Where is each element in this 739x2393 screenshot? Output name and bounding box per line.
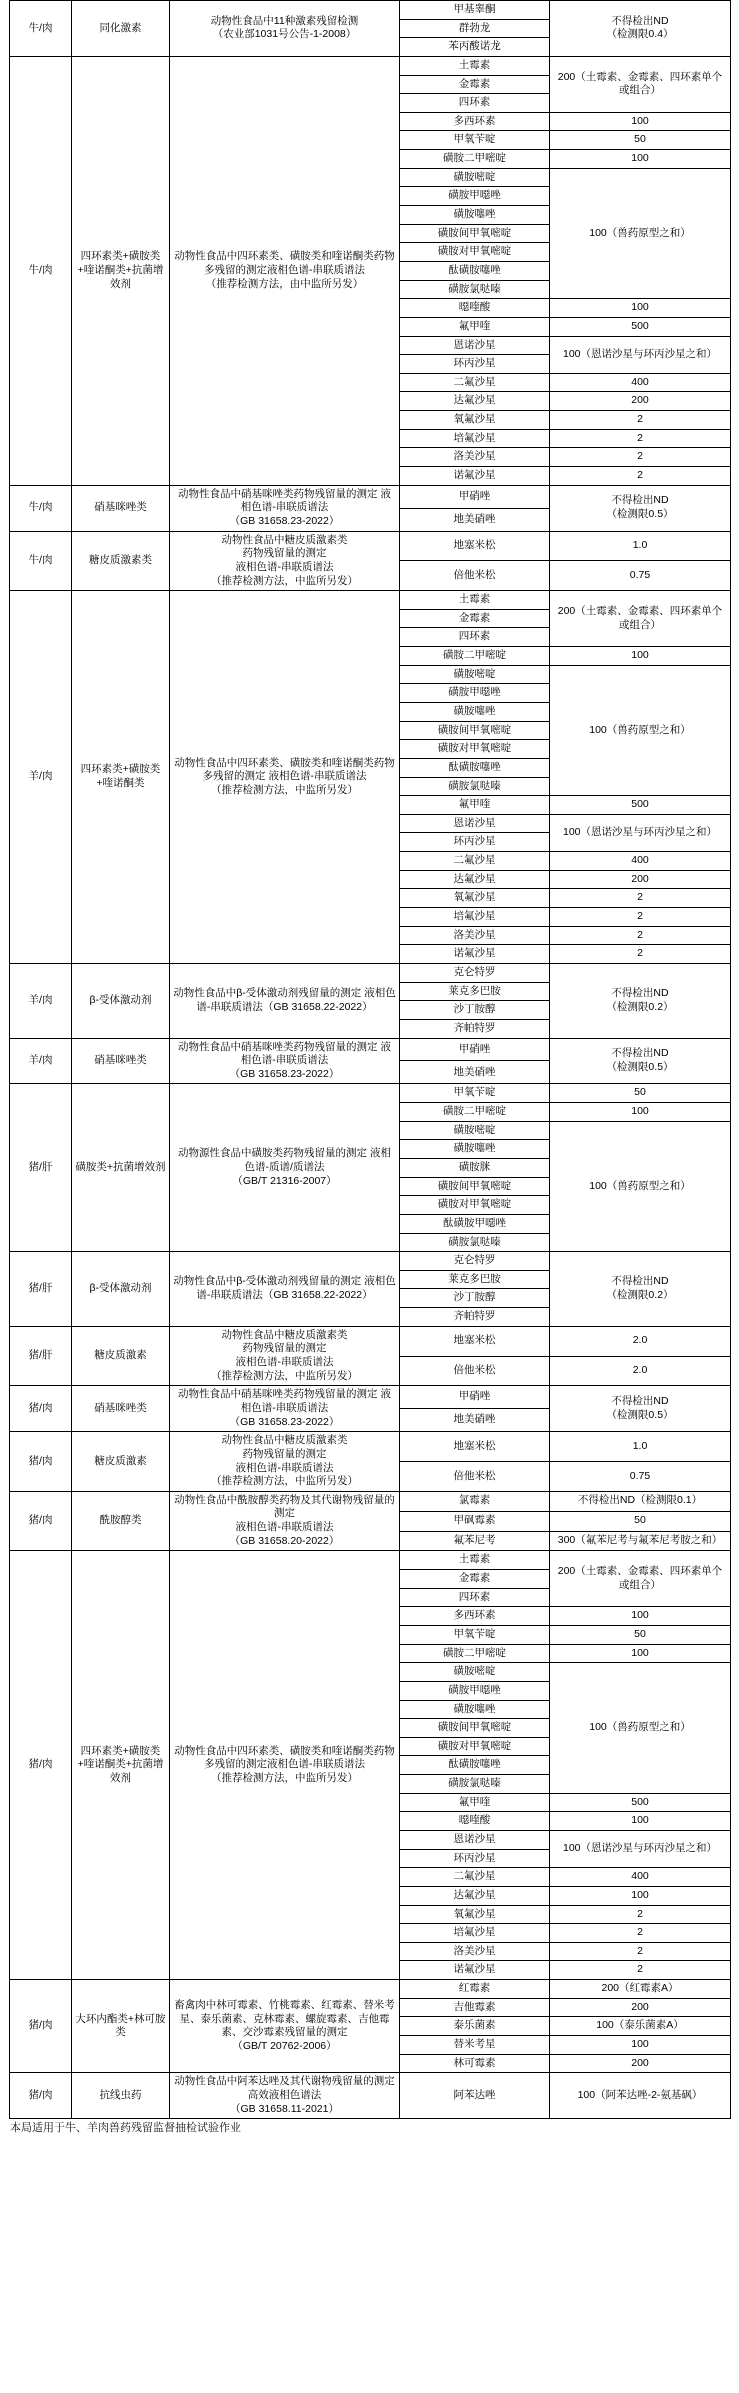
cell-limit-value: 1.0 (550, 531, 731, 561)
cell-test-item: 土霉素 (400, 56, 550, 75)
cell-limit-value: 50 (550, 1511, 731, 1531)
cell-test-item: 氧氟沙星 (400, 411, 550, 430)
cell-test-method: 动物性食品中酰胺醇类药物及其代谢物残留量的测定 液相色谱-串联质谱法 （GB 31658.20-2022） (170, 1491, 400, 1551)
cell-test-item: 甲硝唑 (400, 485, 550, 508)
cell-drug-class: 四环素类+磺胺类+喹诺酮类+抗菌增效剂 (72, 56, 170, 485)
cell-test-item: 四环素 (400, 1588, 550, 1607)
cell-drug-class: 硝基咪唑类 (72, 1386, 170, 1432)
cell-limit-value: 不得检出ND （检测限0.5） (550, 485, 731, 531)
cell-limit-value: 2 (550, 945, 731, 964)
cell-limit-value: 200（红霉素A） (550, 1980, 731, 1999)
cell-test-method: 动物源性食品中磺胺类药物残留量的测定 液相色谱-质谱/质谱法 （GB/T 21316-2007） (170, 1084, 400, 1252)
cell-test-item: 磺胺噻唑 (400, 1140, 550, 1159)
cell-limit-value: 200 (550, 1998, 731, 2017)
cell-test-item: 磺胺氯哒嗪 (400, 1233, 550, 1252)
table-row (10, 1326, 731, 1356)
cell-drug-class: 四环素类+磺胺类+喹诺酮类+抗菌增效剂 (72, 1551, 170, 1980)
cell-test-item: 磺胺对甲氧嘧啶 (400, 243, 550, 262)
table-row (10, 1038, 731, 1061)
cell-test-item: 磺胺噻唑 (400, 206, 550, 225)
table-row (10, 1980, 731, 1999)
cell-test-item: 金霉素 (400, 1570, 550, 1589)
cell-test-item: 磺胺对甲氧嘧啶 (400, 740, 550, 759)
cell-test-method: 动物性食品中糖皮质激素类 药物残留量的测定 液相色谱-串联质谱法 （推荐检测方法，中监所另发） (170, 531, 400, 591)
cell-test-item: 噁喹酸 (400, 1812, 550, 1831)
cell-limit-value: 2 (550, 411, 731, 430)
cell-test-item: 齐帕特罗 (400, 1308, 550, 1327)
cell-limit-value: 100 (550, 1886, 731, 1905)
cell-drug-class: 抗线虫药 (72, 2073, 170, 2119)
cell-sample-matrix: 猪/肉 (10, 1432, 72, 1492)
cell-limit-value: 不得检出ND（检测限0.1） (550, 1491, 731, 1511)
cell-test-item: 培氟沙星 (400, 1924, 550, 1943)
cell-limit-value: 100 (550, 299, 731, 318)
cell-test-item: 噁喹酸 (400, 299, 550, 318)
cell-test-method: 动物性食品中四环素类、磺胺类和喹诺酮类药物多残留的测定液相色谱-串联质谱法 （推荐检测方法，由中监所另发） (170, 56, 400, 485)
cell-test-item: 磺胺间甲氧嘧啶 (400, 1177, 550, 1196)
cell-test-item: 倍他米松 (400, 1356, 550, 1386)
cell-limit-value: 100（兽药原型之和） (550, 1663, 731, 1793)
cell-test-item: 氧氟沙星 (400, 1905, 550, 1924)
cell-test-item: 磺胺氯哒嗪 (400, 280, 550, 299)
table-row (10, 1252, 731, 1271)
page-footnote: 本局适用于牛、羊肉兽药残留监督抽检试验作业 (10, 2122, 241, 2135)
cell-test-item: 氟甲喹 (400, 1793, 550, 1812)
cell-test-method: 动物性食品中四环素类、磺胺类和喹诺酮类药物多残留的测定 液相色谱-串联质谱法 （推荐检测方法，中监所另发） (170, 591, 400, 964)
cell-test-item: 酞磺胺噻唑 (400, 758, 550, 777)
cell-test-method: 动物性食品中糖皮质激素类 药物残留量的测定 液相色谱-串联质谱法 （推荐检测方法，中监所另发） (170, 1432, 400, 1492)
cell-test-item: 恩诺沙星 (400, 814, 550, 833)
cell-test-item: 地美硝唑 (400, 1061, 550, 1084)
cell-test-item: 四环素 (400, 94, 550, 113)
cell-test-item: 土霉素 (400, 591, 550, 610)
cell-limit-value: 2 (550, 926, 731, 945)
cell-limit-value: 500 (550, 796, 731, 815)
cell-drug-class: 酰胺醇类 (72, 1491, 170, 1551)
cell-limit-value: 200 (550, 870, 731, 889)
cell-test-item: 甲氧苄啶 (400, 1625, 550, 1644)
cell-drug-class: 大环内酯类+林可胺类 (72, 1980, 170, 2073)
cell-test-item: 克仑特罗 (400, 1252, 550, 1271)
cell-test-method: 动物性食品中四环素类、磺胺类和喹诺酮类药物多残留的测定液相色谱-串联质谱法 （推荐检测方法，中监所另发） (170, 1551, 400, 1980)
cell-test-item: 金霉素 (400, 609, 550, 628)
cell-test-item: 环丙沙星 (400, 355, 550, 374)
cell-test-item: 氯霉素 (400, 1491, 550, 1511)
cell-test-item: 沙丁胺醇 (400, 1001, 550, 1020)
cell-test-item: 磺胺嘧啶 (400, 665, 550, 684)
cell-test-item: 泰乐菌素 (400, 2017, 550, 2036)
cell-test-method: 动物性食品中阿苯达唑及其代谢物残留量的测定 高效液相色谱法 （GB 31658.11-2021） (170, 2073, 400, 2119)
table-row (10, 1084, 731, 1103)
cell-limit-value: 100 (550, 647, 731, 666)
cell-limit-value: 2 (550, 1924, 731, 1943)
table-row (10, 963, 731, 982)
cell-test-item: 甲硝唑 (400, 1386, 550, 1409)
table-row (10, 1491, 731, 1511)
cell-test-method: 动物性食品中硝基咪唑类药物残留量的测定 液相色谱-串联质谱法 （GB 31658.23-2022） (170, 1386, 400, 1432)
cell-test-item: 磺胺对甲氧嘧啶 (400, 1196, 550, 1215)
cell-sample-matrix: 猪/肉 (10, 1980, 72, 2073)
cell-test-item: 磺胺对甲氧嘧啶 (400, 1737, 550, 1756)
cell-test-item: 地塞米松 (400, 531, 550, 561)
table-row (10, 1386, 731, 1409)
cell-limit-value: 100 (550, 1644, 731, 1663)
cell-test-item: 诺氟沙星 (400, 467, 550, 486)
cell-drug-class: 硝基咪唑类 (72, 485, 170, 531)
cell-test-method: 动物性食品中硝基咪唑类药物残留量的测定 液相色谱-串联质谱法 （GB 31658.23-2022） (170, 485, 400, 531)
cell-limit-value: 2 (550, 889, 731, 908)
cell-limit-value: 500 (550, 317, 731, 336)
table-row (10, 1432, 731, 1462)
cell-sample-matrix: 猪/肉 (10, 2073, 72, 2119)
cell-test-item: 磺胺间甲氧嘧啶 (400, 1719, 550, 1738)
cell-test-item: 莱克多巴胺 (400, 982, 550, 1001)
cell-test-item: 地塞米松 (400, 1326, 550, 1356)
cell-limit-value: 100 (550, 2036, 731, 2055)
cell-limit-value: 2.0 (550, 1326, 731, 1356)
cell-sample-matrix: 牛/肉 (10, 56, 72, 485)
cell-limit-value: 50 (550, 131, 731, 150)
cell-test-item: 酞磺胺噻唑 (400, 261, 550, 280)
cell-limit-value: 100（恩诺沙星与环丙沙星之和） (550, 1830, 731, 1867)
cell-limit-value: 200 (550, 2054, 731, 2073)
cell-test-item: 培氟沙星 (400, 908, 550, 927)
cell-limit-value: 400 (550, 373, 731, 392)
cell-limit-value: 1.0 (550, 1432, 731, 1462)
cell-sample-matrix: 猪/肝 (10, 1252, 72, 1327)
cell-test-item: 诺氟沙星 (400, 945, 550, 964)
cell-test-item: 克仑特罗 (400, 963, 550, 982)
cell-limit-value: 100（兽药原型之和） (550, 665, 731, 795)
cell-test-item: 地美硝唑 (400, 508, 550, 531)
cell-test-item: 苯丙酸诺龙 (400, 38, 550, 57)
cell-test-item: 地塞米松 (400, 1432, 550, 1462)
cell-limit-value: 2 (550, 1961, 731, 1980)
cell-drug-class: 糖皮质激素 (72, 1326, 170, 1386)
cell-drug-class: 硝基咪唑类 (72, 1038, 170, 1084)
cell-test-item: 多西环素 (400, 1607, 550, 1626)
cell-test-method: 畜禽肉中林可霉素、竹桃霉素、红霉素、替米考星、泰乐菌素、克林霉素、螺旋霉素、吉他霉素、交沙霉素残留量的测定 （GB/T 20762-2006） (170, 1980, 400, 2073)
cell-test-item: 磺胺二甲嘧啶 (400, 647, 550, 666)
table-row (10, 485, 731, 508)
cell-limit-value: 2 (550, 1942, 731, 1961)
cell-limit-value: 2 (550, 908, 731, 927)
cell-test-item: 磺胺氯哒嗪 (400, 777, 550, 796)
cell-sample-matrix: 牛/肉 (10, 485, 72, 531)
cell-sample-matrix: 羊/肉 (10, 591, 72, 964)
cell-test-item: 环丙沙星 (400, 833, 550, 852)
cell-limit-value: 200 (550, 392, 731, 411)
cell-limit-value: 100 (550, 1812, 731, 1831)
cell-test-item: 磺胺氯哒嗪 (400, 1775, 550, 1794)
cell-limit-value: 2 (550, 467, 731, 486)
cell-test-item: 土霉素 (400, 1551, 550, 1570)
cell-test-item: 酞磺胺甲噁唑 (400, 1214, 550, 1233)
cell-limit-value: 2 (550, 1905, 731, 1924)
cell-test-item: 磺胺脒 (400, 1159, 550, 1178)
cell-limit-value: 不得检出ND （检测限0.2） (550, 963, 731, 1038)
cell-test-item: 酞磺胺噻唑 (400, 1756, 550, 1775)
cell-limit-value: 100（兽药原型之和） (550, 1121, 731, 1251)
cell-test-item: 甲基睾酮 (400, 1, 550, 20)
cell-test-item: 磺胺甲噁唑 (400, 187, 550, 206)
cell-test-item: 磺胺嘧啶 (400, 1121, 550, 1140)
cell-test-item: 达氟沙星 (400, 870, 550, 889)
cell-test-item: 林可霉素 (400, 2054, 550, 2073)
cell-limit-value: 50 (550, 1625, 731, 1644)
cell-test-method: 动物性食品中11种激素残留检测 （农业部1031号公告-1-2008） (170, 1, 400, 57)
cell-test-item: 磺胺嘧啶 (400, 168, 550, 187)
cell-test-method: 动物性食品中硝基咪唑类药物残留量的测定 液相色谱-串联质谱法 （GB 31658.23-2022） (170, 1038, 400, 1084)
cell-drug-class: 四环素类+磺胺类+喹诺酮类 (72, 591, 170, 964)
cell-test-item: 阿苯达唑 (400, 2073, 550, 2119)
cell-limit-value: 500 (550, 1793, 731, 1812)
cell-test-item: 二氟沙星 (400, 373, 550, 392)
cell-limit-value: 50 (550, 1084, 731, 1103)
cell-limit-value: 100（兽药原型之和） (550, 168, 731, 298)
cell-limit-value: 0.75 (550, 1462, 731, 1492)
cell-limit-value: 100 (550, 112, 731, 131)
table-row (10, 1, 731, 20)
cell-test-item: 氟甲喹 (400, 317, 550, 336)
cell-limit-value: 不得检出ND （检测限0.2） (550, 1252, 731, 1327)
cell-sample-matrix: 羊/肉 (10, 963, 72, 1038)
cell-test-item: 磺胺间甲氧嘧啶 (400, 721, 550, 740)
cell-limit-value: 200（土霉素、金霉素、四环素单个或组合） (550, 1551, 731, 1607)
cell-test-method: 动物性食品中β-受体激动剂残留量的测定 液相色谱-串联质谱法（GB 31658.22-2022） (170, 963, 400, 1038)
cell-limit-value: 不得检出ND （检测限0.5） (550, 1386, 731, 1432)
cell-test-item: 磺胺嘧啶 (400, 1663, 550, 1682)
cell-test-item: 甲硝唑 (400, 1038, 550, 1061)
table-row (10, 1551, 731, 1570)
table-row (10, 2073, 731, 2119)
cell-drug-class: 同化激素 (72, 1, 170, 57)
cell-sample-matrix: 猪/肉 (10, 1551, 72, 1980)
cell-test-item: 甲氧苄啶 (400, 131, 550, 150)
table-row (10, 591, 731, 610)
cell-sample-matrix: 牛/肉 (10, 531, 72, 591)
cell-limit-value: 100（阿苯达唑-2-氨基砜） (550, 2073, 731, 2119)
cell-test-item: 达氟沙星 (400, 1886, 550, 1905)
table-row (10, 56, 731, 75)
cell-limit-value: 100 (550, 150, 731, 169)
cell-drug-class: β-受体激动剂 (72, 963, 170, 1038)
cell-limit-value: 200（土霉素、金霉素、四环素单个或组合） (550, 591, 731, 647)
cell-sample-matrix: 牛/肉 (10, 1, 72, 57)
cell-test-item: 洛美沙星 (400, 448, 550, 467)
table-row (10, 531, 731, 561)
cell-test-item: 甲氧苄啶 (400, 1084, 550, 1103)
cell-test-item: 恩诺沙星 (400, 1830, 550, 1849)
cell-test-item: 倍他米松 (400, 561, 550, 591)
cell-test-item: 莱克多巴胺 (400, 1270, 550, 1289)
cell-limit-value: 400 (550, 1868, 731, 1887)
cell-test-method: 动物性食品中β-受体激动剂残留量的测定 液相色谱-串联质谱法（GB 31658.22-2022） (170, 1252, 400, 1327)
cell-test-item: 甲砜霉素 (400, 1511, 550, 1531)
cell-test-item: 磺胺间甲氧嘧啶 (400, 224, 550, 243)
residue-limits-table (9, 0, 731, 2119)
cell-test-item: 磺胺甲噁唑 (400, 684, 550, 703)
cell-drug-class: 磺胺类+抗菌增效剂 (72, 1084, 170, 1252)
cell-drug-class: β-受体激动剂 (72, 1252, 170, 1327)
cell-test-item: 金霉素 (400, 75, 550, 94)
cell-limit-value: 不得检出ND （检测限0.5） (550, 1038, 731, 1084)
cell-limit-value: 100 (550, 1607, 731, 1626)
cell-test-item: 磺胺二甲嘧啶 (400, 1644, 550, 1663)
table-body (10, 1, 731, 2119)
cell-test-item: 四环素 (400, 628, 550, 647)
cell-sample-matrix: 猪/肝 (10, 1084, 72, 1252)
cell-test-item: 磺胺噻唑 (400, 1700, 550, 1719)
cell-limit-value: 2.0 (550, 1356, 731, 1386)
cell-test-item: 群勃龙 (400, 19, 550, 38)
cell-test-item: 诺氟沙星 (400, 1961, 550, 1980)
cell-test-item: 洛美沙星 (400, 926, 550, 945)
cell-test-item: 二氟沙星 (400, 852, 550, 871)
cell-test-item: 多西环素 (400, 112, 550, 131)
cell-limit-value: 100（泰乐菌素A） (550, 2017, 731, 2036)
cell-sample-matrix: 猪/肝 (10, 1326, 72, 1386)
cell-test-item: 环丙沙星 (400, 1849, 550, 1868)
cell-limit-value: 0.75 (550, 561, 731, 591)
cell-test-item: 氧氟沙星 (400, 889, 550, 908)
cell-test-method: 动物性食品中糖皮质激素类 药物残留量的测定 液相色谱-串联质谱法 （推荐检测方法，中监所另发） (170, 1326, 400, 1386)
cell-limit-value: 2 (550, 448, 731, 467)
cell-test-item: 二氟沙星 (400, 1868, 550, 1887)
cell-test-item: 沙丁胺醇 (400, 1289, 550, 1308)
cell-test-item: 达氟沙星 (400, 392, 550, 411)
cell-test-item: 洛美沙星 (400, 1942, 550, 1961)
cell-test-item: 恩诺沙星 (400, 336, 550, 355)
cell-limit-value: 2 (550, 429, 731, 448)
cell-drug-class: 糖皮质激素 (72, 1432, 170, 1492)
cell-test-item: 磺胺二甲嘧啶 (400, 1103, 550, 1122)
cell-drug-class: 糖皮质激素类 (72, 531, 170, 591)
cell-limit-value: 100 (550, 1103, 731, 1122)
cell-sample-matrix: 猪/肉 (10, 1491, 72, 1551)
cell-limit-value: 300（氟苯尼考与氟苯尼考胺之和） (550, 1531, 731, 1551)
cell-test-item: 磺胺二甲嘧啶 (400, 150, 550, 169)
cell-test-item: 吉他霉素 (400, 1998, 550, 2017)
cell-limit-value: 不得检出ND （检测限0.4） (550, 1, 731, 57)
cell-limit-value: 100（恩诺沙星与环丙沙星之和） (550, 814, 731, 851)
cell-test-item: 培氟沙星 (400, 429, 550, 448)
cell-test-item: 红霉素 (400, 1980, 550, 1999)
cell-limit-value: 100（恩诺沙星与环丙沙星之和） (550, 336, 731, 373)
cell-sample-matrix: 猪/肉 (10, 1386, 72, 1432)
cell-test-item: 替米考星 (400, 2036, 550, 2055)
cell-test-item: 地美硝唑 (400, 1409, 550, 1432)
cell-limit-value: 200（土霉素、金霉素、四环素单个或组合） (550, 56, 731, 112)
cell-test-item: 磺胺甲噁唑 (400, 1681, 550, 1700)
cell-test-item: 齐帕特罗 (400, 1019, 550, 1038)
cell-sample-matrix: 羊/肉 (10, 1038, 72, 1084)
cell-test-item: 氟甲喹 (400, 796, 550, 815)
cell-test-item: 氟苯尼考 (400, 1531, 550, 1551)
cell-test-item: 倍他米松 (400, 1462, 550, 1492)
cell-limit-value: 400 (550, 852, 731, 871)
cell-test-item: 磺胺噻唑 (400, 702, 550, 721)
